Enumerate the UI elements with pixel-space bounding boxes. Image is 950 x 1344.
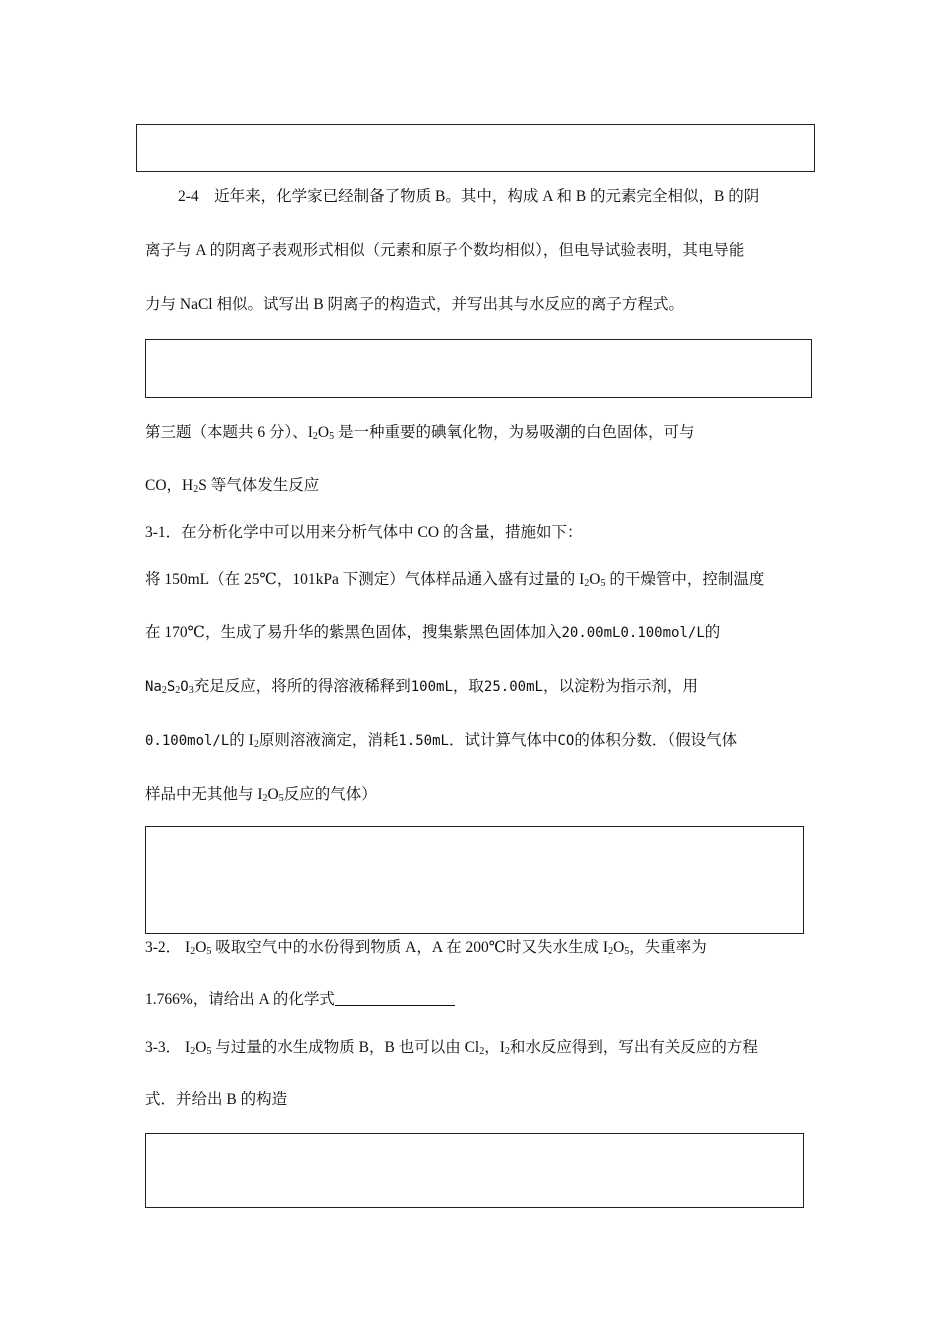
subscript: 2 [312,431,318,442]
q3-2-d: O [613,939,625,956]
q2-4-text-1: 2-4 近年来，化学家已经制备了物质 B。其中，构成 A 和 B 的元素完全相似，B 的阴 [178,188,760,205]
q3-1-l1-c: 的干燥管中，控制温度 [605,571,765,588]
q3-1-l5-b: O [267,786,279,803]
subscript: 2 [193,484,199,495]
q2-4-line-1 [178,187,759,207]
q3-intro-line-2 [145,476,319,496]
q3-1-l3-c: O [180,679,189,695]
q3-intro-text-c: 是一种重要的碘氧化物，为易吸潮的白色固体，可与 [334,424,695,441]
q3-1-l4-e: ．试计算气体中 [448,732,558,749]
q3-1-l3-b: S [166,679,176,695]
subscript: 5 [329,431,335,442]
q3-1-l2-b: 20.00mL0.100mol/L [561,625,705,641]
q3-1-l4-d: 1.50mL [398,733,449,749]
q3-1-l3-h: ，以淀粉为指示剂，用 [542,678,698,695]
subscript: 2 [161,685,167,696]
q2-4-line-2 [145,241,744,261]
q2-4-line-3 [145,295,684,315]
q3-1-l3-f: ，取 [452,678,484,695]
q3-1-l3-a: Na [145,679,162,695]
q3-1-l1-a: 将 150mL（在 25℃，101kPa 下测定）气体样品通入盛有过量的 I [145,571,585,588]
q3-1-l2-c: 的 [704,624,721,641]
q3-3-e: 和水反应得到，写出有关反应的方程 [509,1039,758,1056]
subscript: 5 [600,578,606,589]
q3-1-l4-c: 原则溶液滴定，消耗 [258,732,399,749]
q3-3-l2: 式．并给出 B 的构造 [145,1091,288,1108]
q3-1-l3-g: 25.00mL [483,679,543,695]
subscript: 5 [278,793,284,804]
q3-3-line-1 [145,1038,758,1058]
q3-intro2-text-b: S 等气体发生反应 [198,477,320,494]
subscript: 5 [624,946,630,957]
q3-intro-text-a: 第三题（本题共 6 分）、I [145,424,313,441]
subscript: 3 [188,685,194,696]
q3-1-l2-a: 在 170℃，生成了易升华的紫黑色固体，搜集紫黑色固体加入 [145,624,562,641]
q3-1-l1-b: O [589,571,601,588]
answer-blank[interactable] [335,991,455,1006]
q3-1-line-4 [145,731,737,751]
answer-box-2[interactable] [145,339,812,398]
subscript: 2 [190,1046,196,1057]
subscript: 2 [253,739,259,750]
answer-box-3-1[interactable] [145,826,804,934]
q3-2-a: 3-2． I [145,939,191,956]
subscript: 2 [175,685,181,696]
q3-1-l5-c: 反应的气体） [283,786,377,803]
q2-4-text-2: 离子与 A 的阴离子表观形式相似（元素和原子个数均相似），但电导试验表明，其电导能 [145,242,745,259]
q3-1-title-text: 3-1．在分析化学中可以用来分析气体中 CO 的含量，措施如下： [145,524,583,541]
q3-3-b: O [195,1039,207,1056]
subscript: 2 [504,1046,510,1057]
q3-1-l4-g: 的体积分数．（假设气体 [574,732,738,749]
q3-1-line-5 [145,785,377,805]
q3-2-b: O [195,939,207,956]
subscript: 5 [206,1046,212,1057]
q2-4-text-3: 力与 NaCl 相似。试写出 B 阴离子的构造式，并写出其与水反应的离子方程式。 [145,296,685,313]
q3-2-line-2 [145,990,455,1010]
answer-box-3-3[interactable] [145,1133,804,1208]
q3-1-line-3 [145,677,698,697]
answer-box-1[interactable] [136,124,815,172]
q3-1-line-1 [145,570,764,590]
q3-intro-line-1 [145,423,695,443]
q3-2-line-1 [145,938,707,958]
q3-1-l4-b: 的 I [229,732,254,749]
q3-1-line-2 [145,623,720,643]
q3-2-c: 吸取空气中的水份得到物质 A，A 在 200℃时又失水生成 I [211,939,609,956]
q3-1-title [145,523,582,543]
q3-1-l4-a: 0.100mol/L [145,733,230,749]
q3-3-a: 3-3． I [145,1039,191,1056]
q3-1-l4-f: CO [557,733,575,749]
q3-intro2-text-a: CO，H [145,477,194,494]
subscript: 2 [608,946,614,957]
subscript: 2 [262,793,268,804]
q3-1-l3-e: 100mL [410,679,453,695]
subscript: 2 [584,578,590,589]
q3-1-l3-d: 充足反应，将所的得溶液稀释到 [193,678,411,695]
subscript: 2 [190,946,196,957]
q3-3-d: ，I [484,1039,505,1056]
subscript: 2 [479,1046,485,1057]
q3-3-c: 与过量的水生成物质 B，B 也可以由 Cl [211,1039,480,1056]
q3-3-line-2 [145,1090,287,1110]
subscript: 5 [206,946,212,957]
q3-2-l2: 1.766%，请给出 A 的化学式 [145,991,335,1008]
q3-1-l5-a: 样品中无其他与 I [145,786,263,803]
q3-2-e: ，失重率为 [629,939,707,956]
q3-intro-text-b: O [317,424,330,441]
